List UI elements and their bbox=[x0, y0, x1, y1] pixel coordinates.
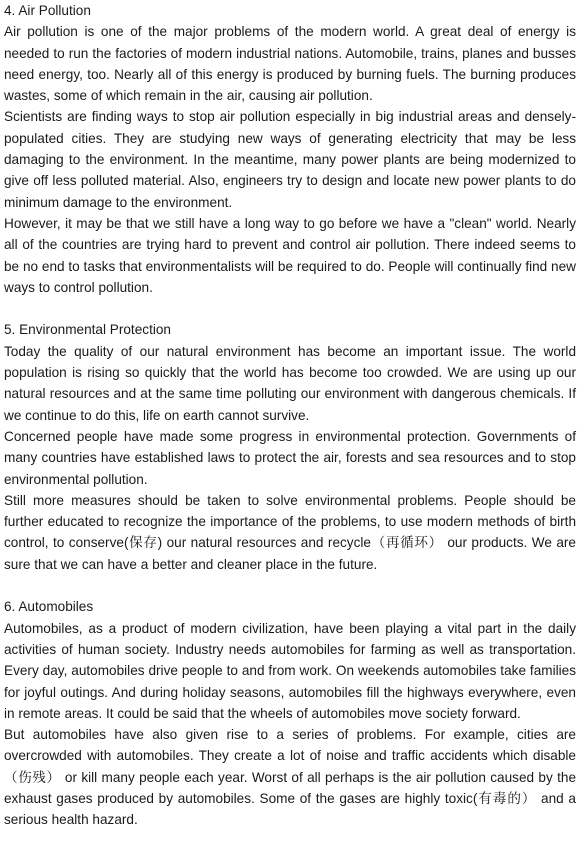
paragraph: Concerned people have made some progress in environmental protection. Governments of many countries have established laws to protect the air, forests and sea resources and to stop environmental pollution. bbox=[4, 428, 576, 487]
section-heading: 6. Automobiles bbox=[4, 599, 94, 615]
paragraph: Automobiles, as a product of modern civilization, have been playing a vital part in the daily activities of human society. Industry needs automobiles for farming as well as transportation. Every day, automobiles drive people to and from work. On weekends automobiles take families for joyful outings. And during holiday seasons, automobiles fill the highways everywhere, even in remote areas. It could be said that the wheels of automobiles move society forward. bbox=[4, 620, 576, 721]
section-spacer bbox=[4, 298, 576, 319]
paragraph: But automobiles have also given rise to a series of problems. For example, cities are overcrowded with automobiles. They create a lot of noise and traffic accidents which disable （伤残） or kill many people each year. Worst of all perhaps is the air pollution caused by the exhaust gases produced by automobiles. Some of the gases are highly toxic(有毒的） and a serious health hazard. bbox=[4, 727, 576, 828]
paragraph: Today the quality of our natural environment has become an important issue. The world population is rising so quickly that the world has become too crowded. We are using up our natural resources and at the same time polluting our environment with dangerous chemicals. If we continue to do this, life on earth cannot survive. bbox=[4, 343, 576, 423]
section-spacer bbox=[4, 575, 576, 596]
section-heading: 4. Air Pollution bbox=[4, 3, 91, 18]
section-air-pollution bbox=[4, 0, 576, 298]
paragraph: Scientists are finding ways to stop air pollution especially in big industrial areas and densely-populated cities. They are studying new ways of generating electricity that may be less damaging to the environment. In the meantime, many power plants are being modernized to give off less polluted material. Also, engineers try to design and locate new power plants to do minimum damage to the environment. bbox=[4, 109, 576, 210]
section-automobiles bbox=[4, 596, 576, 830]
section-environmental-protection bbox=[4, 319, 576, 575]
paragraph: Air pollution is one of the major problems of the modern world. A great deal of energy is needed to run the factories of modern industrial nations. Automobile, trains, planes and busses need energy, too. Nearly all of this energy is produced by burning fuels. The burning produces wastes, some of which remain in the air, causing air pollution. bbox=[4, 24, 576, 104]
paragraph: However, it may be that we still have a long way to go before we have a "clean" world. Nearly all of the countries are trying hard to prevent and control air pollution. There indeed seems to be no end to tasks that environmentalists will be required to do. People will continually find new ways to control pollution. bbox=[4, 215, 576, 295]
section-heading: 5. Environmental Protection bbox=[4, 322, 171, 338]
paragraph: Still more measures should be taken to solve environmental problems. People should be further educated to recognize the importance of the problems, to use modern methods of birth control, to conserve(保存) our natural resources and recycle（再循环） our products. We are sure that we can have a better and cleaner place in the future. bbox=[4, 492, 576, 572]
